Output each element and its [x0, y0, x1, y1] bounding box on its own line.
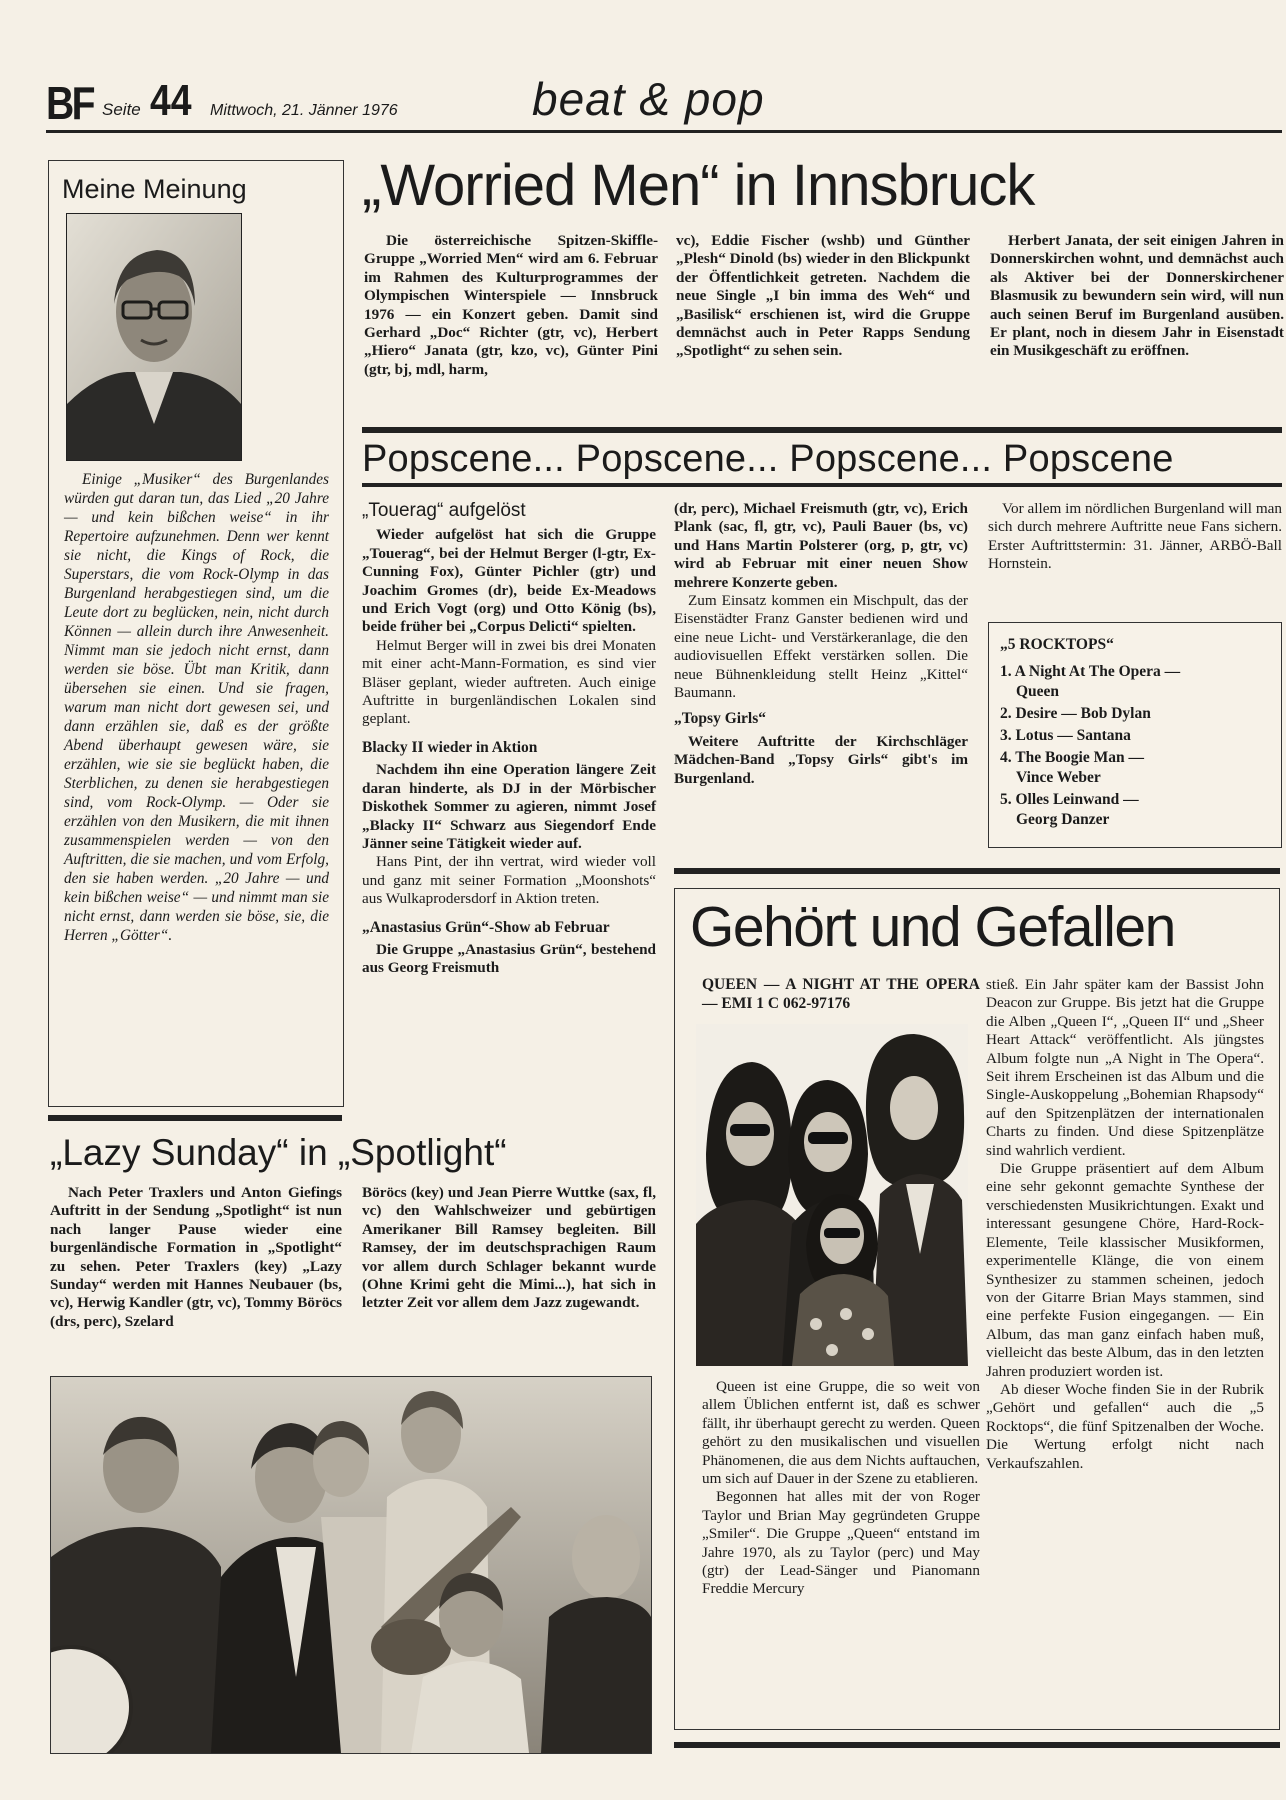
gehoert-bottom-rule: [674, 1742, 1280, 1748]
rocktop-artist-4: Vince Weber: [1016, 769, 1101, 786]
author-portrait: [66, 213, 242, 461]
rocktop-title-5: Olles Leinwand —: [1015, 791, 1139, 808]
rocktop-item-5: [1000, 790, 1270, 830]
rocktop-title-4: The Boogie Man —: [1015, 749, 1144, 766]
masthead-rule: [46, 130, 1282, 133]
page-number: 44: [150, 76, 192, 125]
section-title: beat & pop: [532, 73, 765, 125]
touerag-body: Helmut Berger will in zwei bis drei Monaten mit einer acht-Mann-Formation, es sind vier Bläser geplant, wieder auftreten. Auch einige Auftritte in burgenländischen Lokalen sind geplant.: [362, 636, 656, 728]
opinion-title: Meine Meinung: [62, 174, 247, 204]
rocktop-title-1: A Night At The Opera —: [1014, 663, 1181, 680]
author-portrait-image: [67, 214, 241, 460]
touerag-title: „Touerag“ aufgelöst: [362, 500, 526, 521]
queen-photo: [696, 1024, 968, 1366]
lazy-sunday-headline: „Lazy Sunday“ in „Spotlight“: [50, 1132, 507, 1173]
rocktop-num-2: 2.: [1000, 705, 1012, 722]
rocktops-list: [1000, 662, 1270, 830]
gehoert-headline: Gehört und Gefallen: [690, 895, 1175, 959]
rocktop-item-3: [1000, 726, 1270, 746]
issue-date: Mittwoch, 21. Jänner 1976: [210, 102, 398, 119]
worried-men-col3: Herbert Janata, der seit einigen Jahren in Donnerskirchen wohnt, und demnächst auch als Aktiver bei der Donnerskirchener Blasmusik zu bewundern sein wird, will nun auch seinen Beruf im Burgenland ausüben. Er plant, noch in diesem Jahr in Eisenstadt ein Musikgeschäft zu eröffnen.: [990, 232, 1284, 360]
popscene-col3: [988, 500, 1282, 574]
gehoert-right-p2: Die Gruppe präsentiert auf dem Album eine sehr gekonnt gemachte Synthese der verschiedensten Musikrichtungen. Exakt und interessant gesungene Chöre, Hard-Rock-Elemente, Teile klassischer Musikformen, experimentelle Klänge, die von einem Synthesizer zu stammen scheinen, jedoch von der Gitarre Brian Mays stammen, sind eine perfekte Fusion eingegangen. — Ein Album, das man ganz einfach haben muß, vielleicht das beste Album, das in den letzten Jahren produziert worden ist.: [986, 1160, 1264, 1380]
topsy-title: „Topsy Girls“: [674, 710, 767, 728]
masthead-logo: BF: [46, 77, 94, 129]
rocktop-num-3: 3.: [1000, 727, 1012, 744]
rocktop-num-5: 5.: [1000, 791, 1012, 808]
worried-men-col2: vc), Eddie Fischer (wshb) und Günther „Plesh“ Dinold (bs) wieder in den Blickpunkt der Öffentlichkeit getreten. Nachdem die neue Single „I bin imma des Weh“ und „Basilisk“ erschienen ist, wird die Gruppe demnächst auch in Peter Rapps Sendung „Spotlight“ zu sehen sein.: [676, 232, 970, 360]
opinion-divider: [48, 1115, 342, 1121]
topsy-body: Vor allem im nördlichen Burgenland will man sich durch mehrere Auftritte neue Fans sichern. Erster Auftrittstermin: 31. Jänner, ARBÖ-Ball Hornstein.: [988, 500, 1282, 573]
page-label: Seite: [102, 100, 141, 119]
blacky-title: Blacky II wieder in Aktion: [362, 738, 538, 756]
gehoert-right-col: [986, 976, 1264, 1473]
anastasius-lead: Die Gruppe „Anastasius Grün“, bestehend aus Georg Freismuth: [362, 940, 656, 977]
popscene-bottom-rule: [362, 483, 1282, 487]
rocktop-num-1: 1.: [1000, 663, 1012, 680]
gehoert-left-col: [702, 1378, 980, 1599]
anastasius-title: „Anastasius Grün“-Show ab Februar: [362, 918, 610, 936]
rocktop-title-2: Desire — Bob Dylan: [1015, 705, 1151, 722]
topsy-lead: Weitere Auftritte der Kirchschläger Mädchen-Band „Topsy Girls“ gibt's im Burgenland.: [674, 732, 968, 787]
gehoert-right-p1: stieß. Ein Jahr später kam der Bassist John Deacon zur Gruppe. Bis jetzt hat die Gruppe die Alben „Queen I“, „Queen II“ und „Sheer Heart Attack“ veröffentlicht. Als jüngstes Album folgte nun „A Night in The Opera“. Seit ihrem Erscheinen ist das Album und die Single-Auskoppelung „Bohemian Rhapsody“ auf den Spitzenplätzen der internationalen Charts zu finden. Und diese Spitzenplätze sind wahrlich verdient.: [986, 976, 1264, 1159]
gehoert-album: QUEEN — A NIGHT AT THE OPERA — EMI 1 C 062-97176: [702, 976, 980, 1012]
lazy-sunday-col1: Nach Peter Traxlers und Anton Giefings Auftritt in der Sendung „Spotlight“ ist nun nach langer Pause wieder eine burgenländische Formation in „Spotlight“ zu sehen. Peter Traxlers (key) „Lazy Sunday“ werden mit Hannes Neubauer (bs, vc), Herwig Kandler (gtr, vc), Tommy Böröcs (drs, perc), Szelard: [50, 1184, 342, 1330]
rocktop-artist-5: Georg Danzer: [1016, 811, 1110, 828]
rocktop-item-1: [1000, 662, 1270, 702]
queen-photo-image: [696, 1024, 968, 1366]
popscene-banner: Popscene... Popscene... Popscene... Popscene: [362, 438, 1174, 480]
rocktop-num-4: 4.: [1000, 749, 1012, 766]
lazy-sunday-col2: Böröcs (key) und Jean Pierre Wuttke (sax, fl, vc) den Wahlschweizer und gebürtigen Amerikaner Bill Ramsey begleiten. Bill Ramsey, der im deutschsprachigen Raum vor allem durch Schlager bekannt wurde (Ohne Krimi geht die Mimi...), hat sich in letzter Zeit vor allem dem Jazz zugewandt.: [362, 1184, 656, 1312]
popscene-col1: [362, 498, 656, 978]
popscene-col2: [674, 500, 968, 788]
rocktop-title-3: Lotus — Santana: [1015, 727, 1131, 744]
rocktop-item-4: [1000, 748, 1270, 788]
anastasius-cont: (dr, perc), Michael Freismuth (gtr, vc), Erich Plank (sac, fl, gtr, vc), Pauli Bauer (bs, vc) und Hans Martin Polsterer (org, p, gtr, vc) wird ab Februar mit einer neuen Show mehrere Konzerte geben.: [674, 500, 968, 591]
rocktop-item-2: [1000, 704, 1270, 724]
gehoert-left-p2: Begonnen hat alles mit der von Roger Taylor und Brian May gegründeten Gruppe „Smiler“. Die Gruppe „Queen“ entstand im Jahre 1970, als zu Taylor (perc) und May (gtr) der Lead-Sänger und Pianomann Freddie Mercury: [702, 1488, 980, 1598]
touerag-lead: Wieder aufgelöst hat sich die Gruppe „Touerag“, bei der Helmut Berger (l-gtr, Ex-Cunning Fox), Günter Pichler (gtr) und Joachim Gromes (dr), beide Ex-Meadows und Erich Vogt (org) und Otto König (bs), beide früher bei „Corpus Delicti“ spielten.: [362, 526, 656, 636]
lazy-sunday-photo: [50, 1376, 652, 1754]
opinion-text: Einige „Musiker“ des Burgenlandes würden gut daran tun, das Lied „20 Jahre — und kein bißchen weise“ in ihr Repertoire aufzunehmen. Denn wer kennt sie nicht, die Kings of Rock, die Superstars, die vom Rock-Olymp in das Burgenland herabgestiegen sind, um die Leute dort zu beglücken, nein, nicht durch Können — allein durch ihre Anwesenheit. Nimmt man sie jedoch nicht ernst, dann werden sie böse. Übt man Kritik, dann übersehen sie einen. Und sie fragen, warum man nicht dort gewesen sei, und dann erzählen sie, daß es der größte Abend überhaupt gewesen wäre, sie erzählen, wie sie sie beglückt haben, die Sterblichen, zu denen sie herabgestiegen sind, vom Rock-Olymp. — Oder sie erzählen von den Musikern, die mit ihnen zusammenspielen werden — von den Auftritten, die sie machen, und vom Erfolg, den sie haben werden. „20 Jahre — und kein bißchen weise“ — und nimmt man sie nicht ernst, dann werden sie böse, sie, die Herren „Götter“.: [64, 471, 329, 944]
gehoert-right-p3: Ab dieser Woche finden Sie in der Rubrik „Gehört und gefallen“ auch die „5 Rocktops“, die fünf Spitzenalben der Woche. Die Wertung erfolgt nicht nach Verkaufszahlen.: [986, 1380, 1264, 1472]
worried-men-col1: Die österreichische Spitzen-Skiffle-Gruppe „Worried Men“ wird am 6. Februar im Rahmen des Kulturprogrammes der Olympischen Winterspiele — Innsbruck 1976 — ein Konzert geben. Damit sind Gerhard „Doc“ Richter (gtr, vc), Herbert „Hiero“ Janata (gtr, kzo, vc), Günter Pini (gtr, bj, mdl, harm,: [364, 232, 658, 378]
lazy-sunday-photo-image: [51, 1377, 651, 1753]
popscene-top-rule: [362, 427, 1282, 433]
gehoert-top-rule: [674, 868, 1280, 874]
blacky-lead: Nachdem ihn eine Operation längere Zeit daran hinderte, als DJ in der Mörbischer Diskothek Sommer zu agieren, nimmt Josef „Blacky II“ Schwarz aus Siegendorf Ende Jänner seine Tätigkeit wieder auf.: [362, 761, 656, 852]
worried-men-headline: „Worried Men“ in Innsbruck: [362, 153, 1035, 218]
rocktop-artist-1: Queen: [1016, 683, 1060, 700]
anastasius-body: Zum Einsatz kommen ein Mischpult, das der Eisenstädter Franz Ganster bedienen wird und eine neue Licht- und Verstärkeranlage, die den audiovisuellen Effekt verstärken sollen. Die neue Bühnenkleidung stellt Heinz „Kittel“ Baumann.: [674, 592, 968, 702]
rocktops-title: „5 ROCKTOPS“: [1000, 636, 1114, 653]
gehoert-left-p1: Queen ist eine Gruppe, die so weit von allem Üblichen entfernt ist, daß es schwer fällt, ihr überhaupt gerecht zu werden. Queen gehört zu den musikalischen und visuellen Phänomenen, die aus dem Nichts auftauchen, um sich auf Dauer in der Szene zu etablieren.: [702, 1378, 980, 1488]
blacky-body: Hans Pint, der ihn vertrat, wird wieder voll und ganz mit seiner Formation „Moonshots“ aus Wulkaprodersdorf in Aktion treten.: [362, 853, 656, 908]
